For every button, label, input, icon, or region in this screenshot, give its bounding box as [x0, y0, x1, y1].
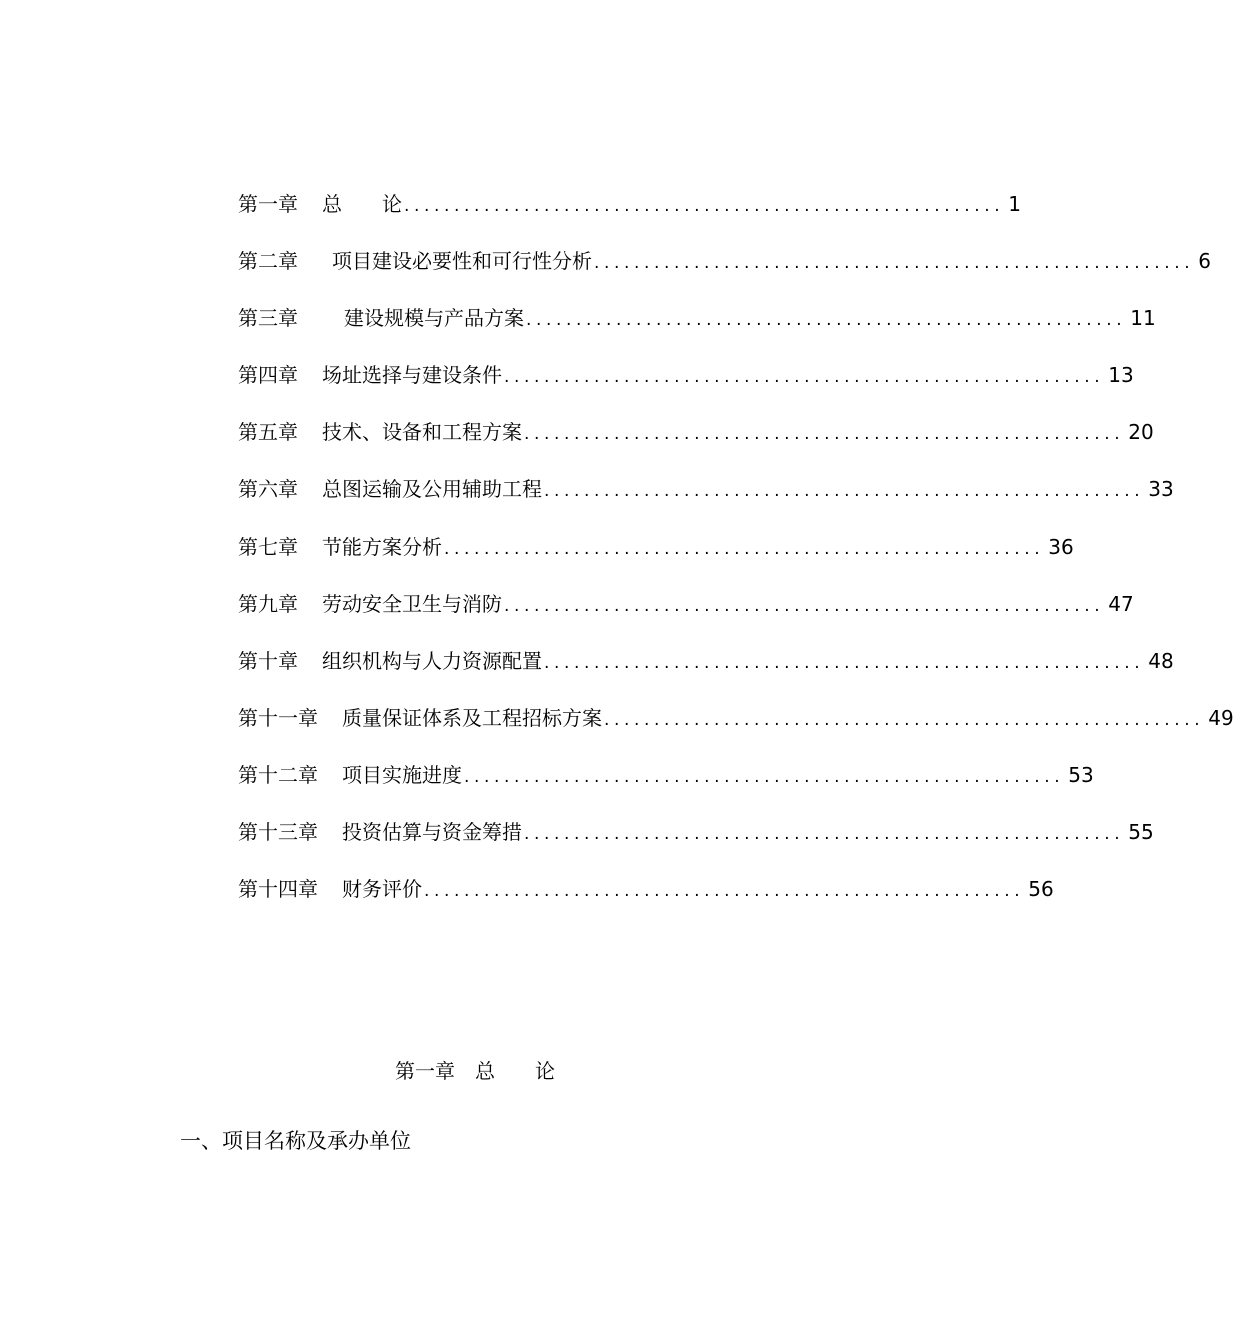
toc-chapter-label: 第十四章 [238, 877, 318, 902]
toc-dot-leader: ............................................................ [594, 253, 1195, 274]
toc-dot-leader: ............................................................ [524, 824, 1125, 845]
toc-dot-leader: ............................................................ [424, 881, 1025, 902]
toc-entry-3[interactable] [238, 300, 1156, 357]
toc-entry-13[interactable] [238, 871, 1054, 928]
toc-dot-leader: ............................................................ [504, 367, 1105, 388]
toc-dot-leader: ............................................................ [604, 709, 1205, 730]
toc-title: 项目建设必要性和可行性分析 [332, 249, 592, 274]
toc-title: 项目实施进度 [342, 762, 462, 787]
toc-entry-11[interactable] [238, 757, 1094, 814]
toc-page-number: 11 [1130, 306, 1156, 331]
toc-chapter-label: 第六章 [238, 477, 298, 502]
toc-entry-1[interactable] [238, 186, 1021, 243]
toc-dot-leader: ............................................................ [504, 595, 1105, 616]
toc-title: 劳动安全卫生与消防 [322, 591, 502, 616]
toc-chapter-label: 第一章 [238, 192, 298, 216]
toc-dot-leader: ............................................................ [404, 196, 1005, 216]
toc-title: 财务评价 [342, 877, 422, 902]
toc-chapter-label: 第七章 [238, 534, 298, 559]
toc-page-number: 33 [1148, 477, 1174, 502]
toc-chapter-label: 第二章 [238, 249, 298, 274]
toc-entry-4[interactable] [238, 357, 1134, 414]
toc-entry-2[interactable] [238, 243, 1211, 300]
toc-dot-leader: ............................................................ [526, 310, 1127, 331]
toc-page-number: 36 [1048, 534, 1074, 559]
toc-dot-leader: ............................................................ [544, 481, 1145, 502]
toc-page-number: 55 [1128, 820, 1154, 845]
toc-chapter-label: 第五章 [238, 420, 298, 445]
toc-page-number: 49 [1208, 705, 1234, 730]
toc-dot-leader: ............................................................ [524, 424, 1125, 445]
toc-page-number: 6 [1198, 249, 1211, 274]
toc-title: 场址选择与建设条件 [322, 363, 502, 388]
toc-chapter-label: 第九章 [238, 591, 298, 616]
toc-page-number: 53 [1068, 762, 1094, 787]
toc-chapter-label: 第十一章 [238, 705, 318, 730]
toc-dot-leader: ............................................................ [444, 538, 1045, 559]
toc-title: 总 论 [322, 192, 402, 216]
toc-page-number: 47 [1108, 591, 1134, 616]
section-heading: 一、项目名称及承办单位 [180, 1129, 411, 1153]
toc-page-number: 56 [1028, 877, 1054, 902]
toc-entry-6[interactable] [238, 471, 1174, 528]
toc-title: 组织机构与人力资源配置 [322, 648, 542, 673]
toc-dot-leader: ............................................................ [464, 766, 1065, 787]
table-of-contents [238, 186, 1234, 928]
toc-entry-8[interactable] [238, 586, 1134, 643]
toc-entry-10[interactable] [238, 700, 1234, 757]
toc-page-number: 1 [1008, 192, 1021, 216]
toc-title: 技术、设备和工程方案 [322, 420, 522, 445]
toc-title: 节能方案分析 [322, 534, 442, 559]
toc-title: 投资估算与资金筹措 [342, 820, 522, 845]
chapter-heading: 第一章 总 论 [395, 1059, 555, 1083]
toc-chapter-label: 第四章 [238, 363, 298, 388]
toc-title: 总图运输及公用辅助工程 [322, 477, 542, 502]
toc-entry-7[interactable] [238, 529, 1074, 586]
toc-title: 质量保证体系及工程招标方案 [342, 705, 602, 730]
toc-page-number: 13 [1108, 363, 1134, 388]
toc-chapter-label: 第三章 [238, 306, 298, 331]
toc-chapter-label: 第十三章 [238, 820, 318, 845]
toc-chapter-label: 第十二章 [238, 762, 318, 787]
toc-title: 建设规模与产品方案 [344, 306, 524, 331]
toc-dot-leader: ............................................................ [544, 652, 1145, 673]
toc-entry-12[interactable] [238, 814, 1154, 871]
toc-chapter-label: 第十章 [238, 648, 298, 673]
toc-page-number: 20 [1128, 420, 1154, 445]
toc-entry-5[interactable] [238, 414, 1154, 471]
toc-page-number: 48 [1148, 648, 1174, 673]
toc-entry-9[interactable] [238, 643, 1174, 700]
